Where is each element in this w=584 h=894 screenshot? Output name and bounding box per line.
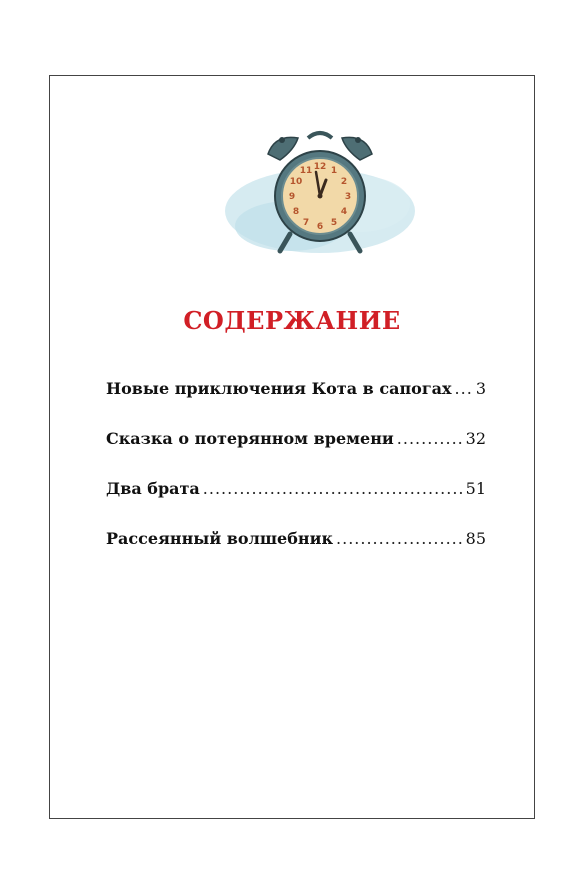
toc-entry-page: 85 bbox=[465, 529, 486, 548]
toc-list bbox=[106, 379, 486, 579]
toc-entry-title: Сказка о потерянном времени bbox=[106, 429, 394, 448]
clock-number: 10 bbox=[289, 177, 303, 187]
clock-number: 11 bbox=[299, 166, 313, 176]
dot-leader bbox=[203, 479, 464, 498]
toc-entry[interactable] bbox=[106, 529, 486, 553]
toc-entry-title: Рассеянный волшебник bbox=[106, 529, 334, 548]
toc-entry[interactable] bbox=[106, 479, 486, 503]
toc-entry[interactable] bbox=[106, 429, 486, 453]
alarm-clock-icon bbox=[220, 116, 420, 266]
clock-number: 8 bbox=[292, 207, 300, 217]
book-page bbox=[49, 75, 535, 819]
clock-number: 9 bbox=[288, 192, 296, 202]
clock-number: 4 bbox=[340, 207, 348, 217]
toc-entry-title: Два брата bbox=[106, 479, 200, 498]
toc-entry-title: Новые приключения Кота в сапогах bbox=[106, 379, 452, 398]
clock-number: 12 bbox=[313, 162, 327, 172]
dot-leader bbox=[455, 379, 474, 398]
toc-title: СОДЕРЖАНИЕ bbox=[183, 306, 401, 335]
dot-leader bbox=[336, 529, 464, 548]
clock-number: 3 bbox=[344, 192, 352, 202]
toc-entry-page: 51 bbox=[465, 479, 486, 498]
clock-number: 7 bbox=[302, 218, 310, 228]
toc-entry[interactable] bbox=[106, 379, 486, 403]
dot-leader bbox=[397, 429, 464, 448]
clock-number: 5 bbox=[330, 218, 338, 228]
toc-entry-page: 3 bbox=[475, 379, 486, 398]
toc-entry-page: 32 bbox=[465, 429, 486, 448]
clock-number: 1 bbox=[330, 166, 338, 176]
clock-number: 2 bbox=[340, 177, 348, 187]
clock-number: 6 bbox=[316, 222, 324, 232]
